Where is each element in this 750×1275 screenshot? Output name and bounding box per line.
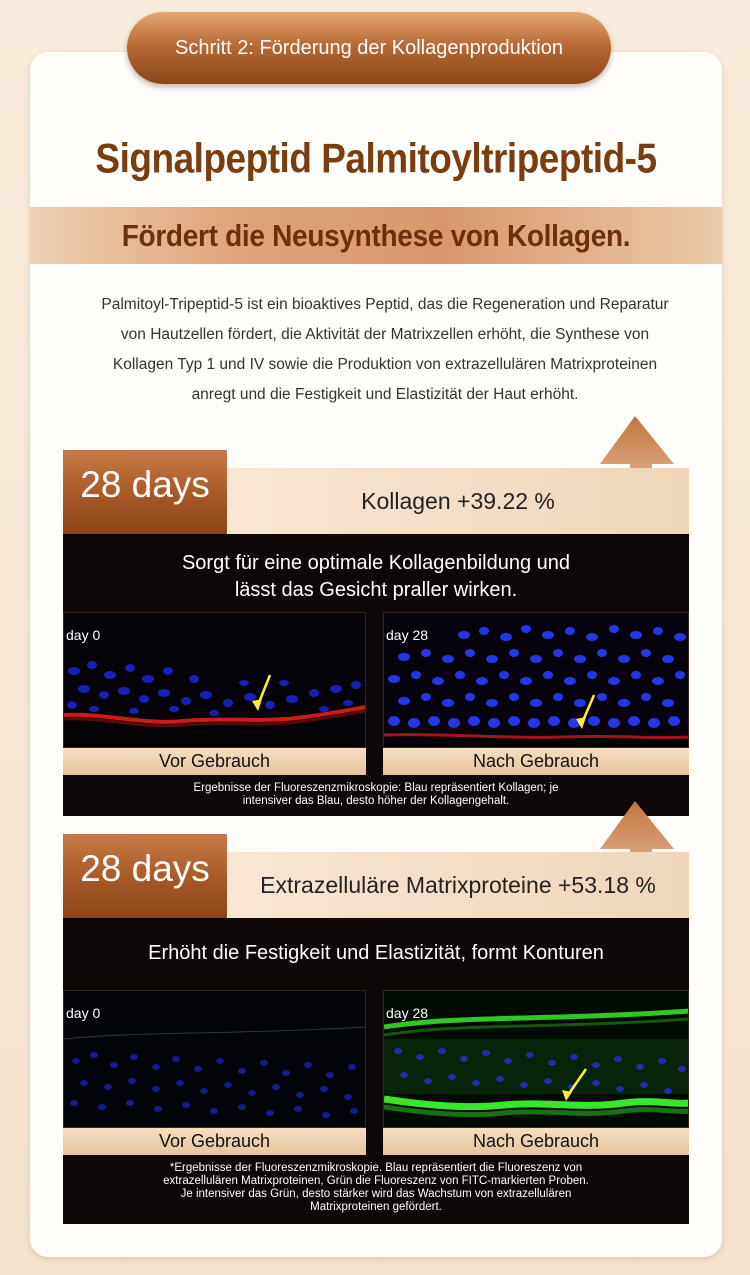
microscopy-image-after-matrix [383,990,689,1128]
after-caption: Nach Gebrauch [383,748,689,775]
section-matrix-header [63,834,689,918]
matrix-note-line2: extrazellulären Matrixproteinen, Grün die Fluoreszenz von FITC-markierten Proben. [163,1175,589,1187]
microscopy-image-before-matrix [63,990,366,1128]
matrix-note-line3: Je intensiver das Grün, desto stärker wird das Wachstum von extrazellulären [180,1188,572,1200]
matrix-stat: Extrazelluläre Matrixproteine +53.18 % [227,852,689,918]
after-caption: Nach Gebrauch [383,1128,689,1155]
collagen-benefit-line1: Sorgt für eine optimale Kollagenbildung und [181,552,571,574]
step-badge-label: Schritt 2: Förderung der Kollagenproduktion [174,36,563,59]
before-day-label: day 0 [66,1005,101,1021]
microscopy-image-before-collagen [63,612,366,748]
collagen-note-line2: intensiver das Blau, desto höher der Kollagengehalt. [242,795,510,807]
after-day-label: day 28 [386,627,429,643]
step-badge [127,12,611,84]
before-day-label: day 0 [66,627,101,643]
matrix-note-line1: *Ergebnisse der Fluoreszenzmikroskopie. Blau repräsentiert die Fluoreszenz von [169,1162,583,1174]
description-paragraph: Palmitoyl-Tripeptid-5 ist ein bioaktives Peptid, das die Regeneration und Reparatur von Hautzellen fördert, die Aktivität der Matrixzellen erhöht, die Synthese von Kollagen Typ 1 und IV sowie die Produktion von extrazellulären Matrixproteinen anregt und die Festigkeit und Elastizität der Haut erhöht. [101,296,669,403]
collagen-benefit-line2: lässt das Gesicht praller wirken. [234,579,518,601]
matrix-benefit-line1: Erhöht die Festigkeit und Elastizität, formt Konturen [148,942,604,964]
collagen-stat: Kollagen +39.22 % [227,468,689,534]
section-collagen-header [63,450,689,534]
before-caption: Vor Gebrauch [63,748,366,775]
before-caption: Vor Gebrauch [63,1128,366,1155]
after-day-label: day 28 [386,1005,429,1021]
subtitle: Fördert die Neusynthese von Kollagen. [121,217,631,252]
microscopy-image-after-collagen [383,612,689,748]
days-badge: 28 days [63,450,227,534]
collagen-note-line1: Ergebnisse der Fluoreszenzmikroskopie: Blau repräsentiert Kollagen; je [193,782,559,794]
page-title: Signalpeptid Palmitoyltripeptid-5 [95,135,657,182]
days-badge: 28 days [63,834,227,918]
matrix-note-line4: Matrixproteinen gefördert. [310,1201,442,1213]
